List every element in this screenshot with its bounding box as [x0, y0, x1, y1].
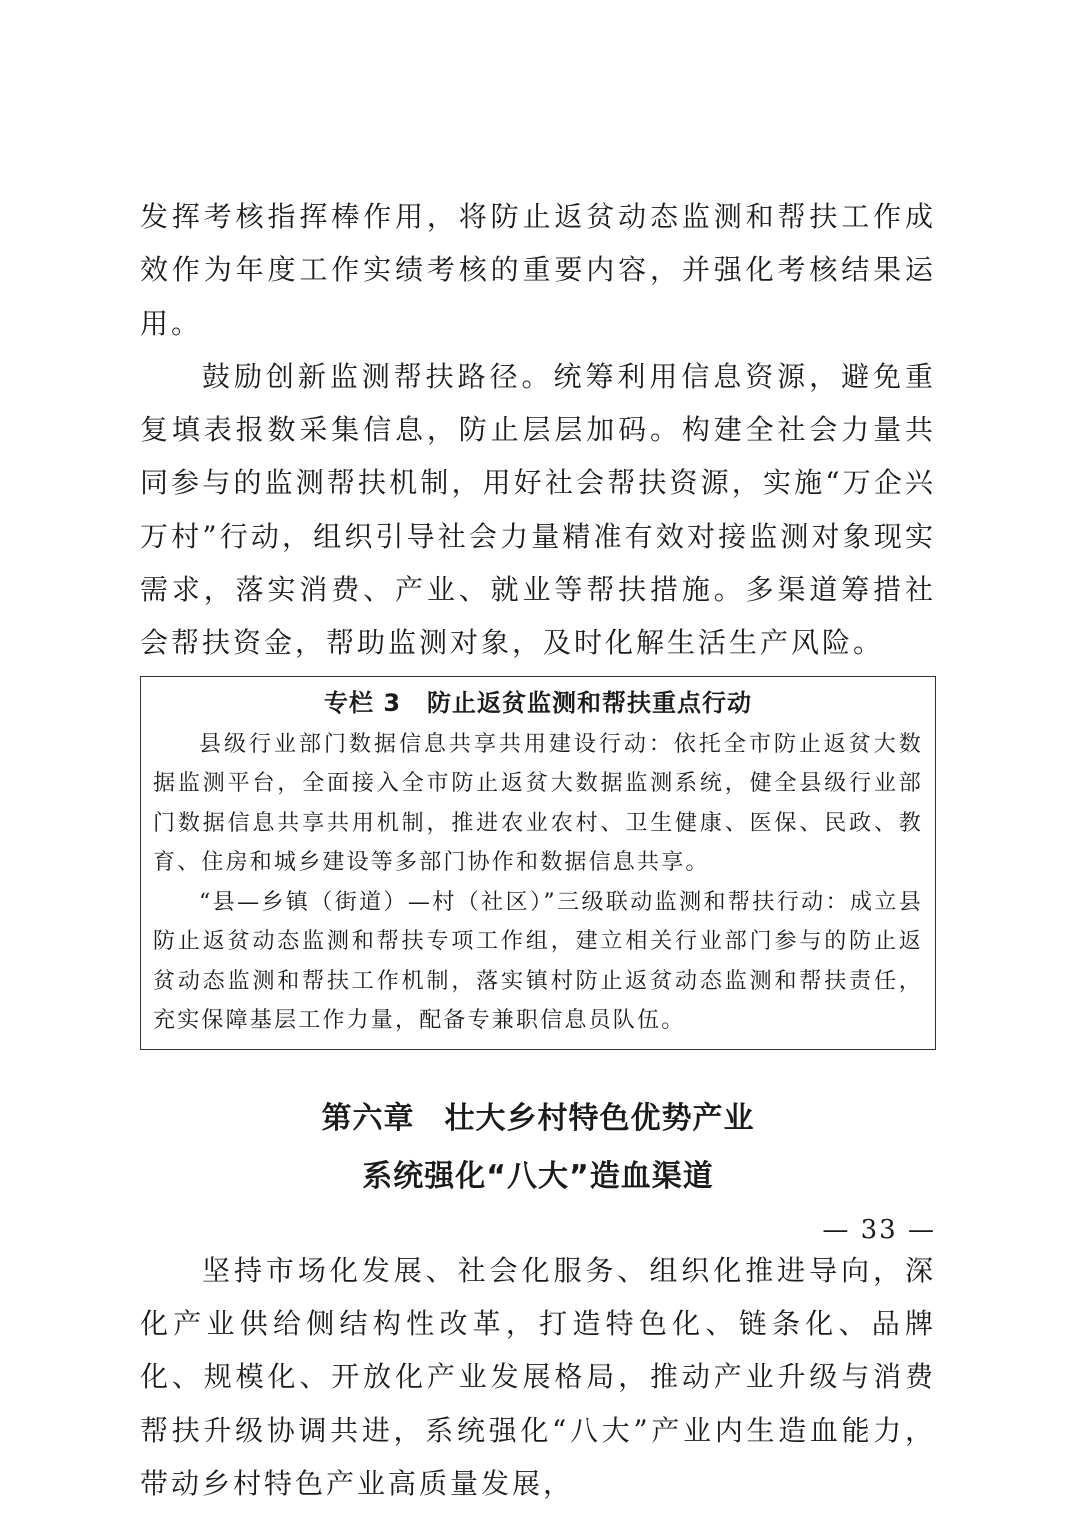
page-number: — 33 —: [822, 1215, 936, 1245]
chapter-number: 第六章: [321, 1100, 415, 1136]
chapter-heading: [140, 1090, 936, 1206]
body-paragraph-3: 坚持市场化发展、社会化服务、组织化推进导向，深化产业供给侧结构性改革，打造特色化、链条化、品牌化、规模化、开放化产业发展格局，推动产业升级与消费帮扶升级协调共进，系统强化“八大”产业内生造血能力，带动乡村特色产业高质量发展，: [140, 1253, 936, 1500]
document-page: [140, 190, 936, 1510]
sidebar-title-text: 防止返贫监测和帮扶重点行动: [427, 688, 753, 717]
sidebar-title: [153, 683, 923, 723]
chapter-title-line-2: 系统强化“八大”造血渠道: [362, 1158, 714, 1194]
body-paragraph-2: 鼓励创新监测帮扶路径。统筹利用信息资源，避免重复填表报数采集信息，防止层层加码。构建全社会力量共同参与的监测帮扶机制，用好社会帮扶资源，实施“万企兴万村”行动，组织引导社会力量精准有效对接监测对象现实需求，落实消费、产业、就业等帮扶措施。多渠道筹措社会帮扶资金，帮助监测对象，及时化解生活生产风险。: [140, 359, 936, 660]
chapter-heading-line-1: [140, 1090, 936, 1148]
sidebar-box: [140, 676, 936, 1050]
sidebar-paragraph-2: “县—乡镇（街道）—村（社区）”三级联动监测和帮扶行动：成立县防止返贫动态监测和帮扶专项工作组，建立相关行业部门参与的防止返贫动态监测和帮扶工作机制，落实镇村防止返贫动态监测和帮扶责任，充实保障基层工作力量，配备专兼职信息员队伍。: [153, 889, 923, 1034]
sidebar-title-label: 专栏 3: [323, 688, 402, 717]
sidebar-paragraph-1: 县级行业部门数据信息共享共用建设行动：依托全市防止返贫大数据监测平台，全面接入全市防止返贫大数据监测系统，健全县级行业部门数据信息共享共用机制，推进农业农村、卫生健康、医保、民政、教育、住房和城乡建设等多部门协作和数据信息共享。: [153, 731, 923, 876]
chapter-title-line-1: 壮大乡村特色优势产业: [444, 1100, 755, 1136]
body-paragraph-1: 发挥考核指挥棒作用，将防止返贫动态监测和帮扶工作成效作为年度工作实绩考核的重要内容，并强化考核结果运用。: [140, 200, 936, 340]
